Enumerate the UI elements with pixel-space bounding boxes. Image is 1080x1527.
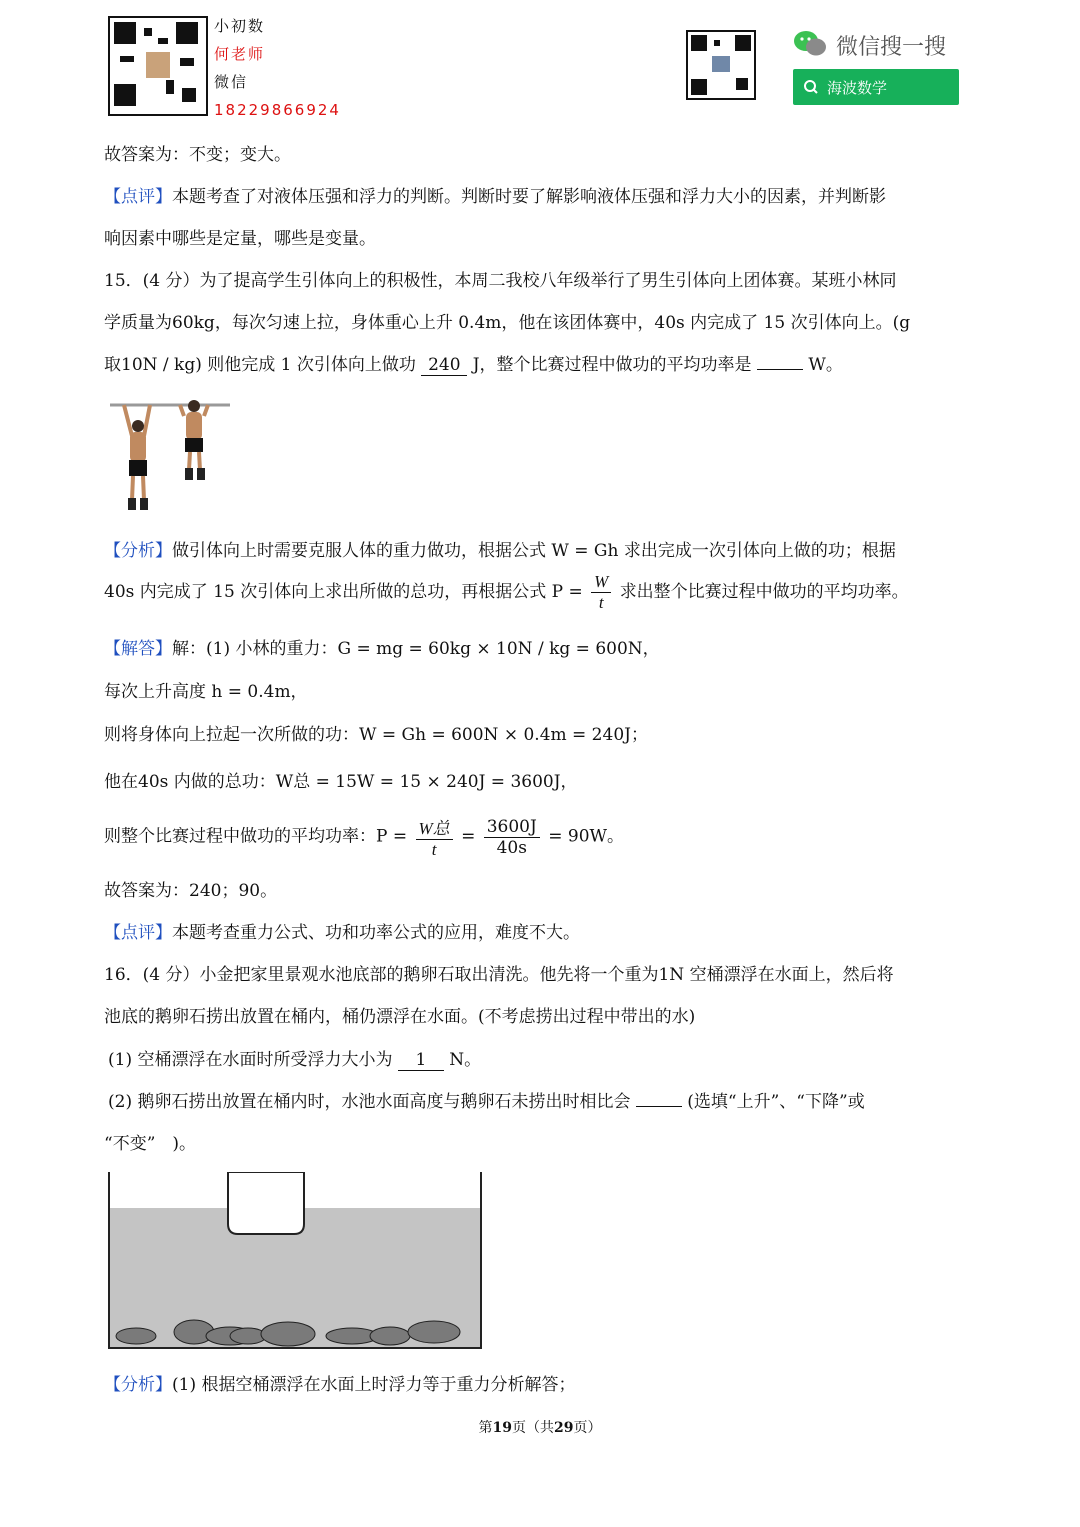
- analysis-15: [104, 536, 896, 561]
- solution-line-5-pre: 则整个比赛过程中做功的平均功率：P =: [104, 826, 408, 847]
- note-line-3: 微信: [214, 73, 249, 91]
- footer-post: 页）: [573, 1420, 602, 1436]
- fraction-denominator: t: [431, 840, 437, 859]
- solution-line-5: 则整个比赛过程中做功的平均功率：P = $\frac{\text{W总}}{t}$ = $\frac{3600J}{40s}$ = 90W。: [104, 814, 624, 860]
- fraction-numerator: W总: [416, 814, 453, 840]
- q16-part-2: [108, 1087, 865, 1112]
- q16-line-1: 16．(4 分）小金把家里景观水池底部的鹅卵石取出清洗。他先将一个重为1N 空桶漂浮在水面上，然后将: [104, 965, 894, 985]
- wechat-logo: [793, 30, 827, 63]
- avg-power-fraction-1: [416, 814, 453, 860]
- q16-line-2: 池底的鹅卵石捞出放置在桶内，桶仍漂浮在水面。(不考虑捞出过程中带出的水): [104, 1007, 696, 1027]
- wechat-search-label: 微信搜一搜: [836, 35, 947, 60]
- avg-power-fraction-2: [484, 817, 540, 858]
- note-line-2: 何老师: [214, 45, 266, 63]
- footer-mid: 页（共: [512, 1420, 554, 1436]
- q16-part-1-pre: (1) 空桶漂浮在水面时所受浮力大小为: [108, 1050, 393, 1070]
- solution-line-4: 他在40s 内做的总功：W总 = 15W = 15 × 240J = 3600J，: [104, 772, 578, 792]
- q16-part-2-pre: (2) 鹅卵石捞出放置在桶内时，水池水面高度与鹅卵石未捞出时相比会: [108, 1092, 631, 1112]
- solution-line-3: 则将身体向上拉起一次所做的功：W = Gh = 600N × 0.4m = 240J；: [104, 725, 648, 745]
- comment-tag: 【点评】: [104, 923, 172, 943]
- search-icon: [803, 79, 819, 95]
- analysis-15-post: 求出整个比赛过程中做功的平均功率。: [619, 582, 909, 602]
- analysis-tag: 【分析】: [104, 1375, 172, 1395]
- fraction-numerator: 3600J: [484, 817, 540, 838]
- power-fraction: [591, 572, 611, 613]
- pool-diagram: [108, 1172, 484, 1355]
- comment-15-text: 本题考查重力公式、功和功率公式的应用，难度不大。: [172, 923, 580, 943]
- analysis-tag: 【分析】: [104, 541, 172, 561]
- note-line-4: 18229866924: [214, 101, 341, 119]
- fraction-denominator: t: [598, 593, 604, 612]
- analysis-16: [104, 1370, 575, 1395]
- solution-line-2: 每次上升高度 h = 0.4m，: [104, 682, 308, 702]
- q16-answer-1: 1: [398, 1050, 444, 1071]
- comment-14: [104, 182, 886, 207]
- page-number: 19: [492, 1420, 512, 1436]
- fraction-numerator: W: [591, 572, 611, 593]
- q16-part-1-post: N。: [449, 1050, 482, 1070]
- footer-pre: 第: [478, 1420, 493, 1436]
- fraction-denominator: 40s: [496, 837, 527, 858]
- analysis-15-text: 做引体向上时需要克服人体的重力做功，根据公式 W = Gh 求出完成一次引体向上做的功；根据: [172, 541, 896, 561]
- q15-answer-1: 240: [421, 355, 467, 376]
- q16-part-2-cont: “不变” )。: [104, 1134, 197, 1154]
- comment-15: [104, 918, 580, 943]
- avatar: [146, 52, 170, 78]
- solution-tag: 【解答】: [104, 639, 172, 659]
- q15-answer-2: [757, 369, 803, 370]
- solution-line-1: 解：(1) 小林的重力：G = mg = 60kg × 10N / kg = 600N，: [172, 639, 660, 659]
- q15-line-1: 15．(4 分）为了提高学生引体向上的积极性，本周二我校八年级举行了男生引体向上团体赛。某班小林同: [104, 271, 897, 291]
- analysis-15-cont: [104, 572, 909, 613]
- q16-part-2-post: (选填“上升”、“下降”或: [687, 1092, 865, 1112]
- q15-line-2: 学质量为60kg，每次匀速上拉，身体重心上升 0.4m，他在该团体赛中，40s 内完成了 15 次引体向上。(g: [104, 313, 911, 333]
- q15-text-3: W。: [808, 355, 843, 375]
- comment-tag: 【点评】: [104, 187, 172, 207]
- q16-answer-2: [636, 1106, 682, 1107]
- wechat-icon: [793, 30, 827, 58]
- page-footer: [0, 1417, 1080, 1437]
- q15-text-1: 取10N / kg) 则他完成 1 次引体向上做功: [104, 355, 416, 375]
- analysis-16-text: (1) 根据空桶漂浮在水面上时浮力等于重力分析解答；: [172, 1375, 576, 1395]
- q16-part-1: [108, 1045, 481, 1071]
- search-button[interactable]: [793, 69, 959, 105]
- comment-14-cont: 响因素中哪些是定量，哪些是变量。: [104, 229, 376, 249]
- search-button-label: 海波数学: [827, 78, 888, 97]
- note-line-1: 小初数: [214, 17, 266, 35]
- comment-14-text: 本题考查了对液体压强和浮力的判断。判断时要了解影响液体压强和浮力大小的因素，并判断影: [172, 187, 886, 207]
- qr-code-right: [686, 30, 756, 100]
- total-pages: 29: [554, 1420, 574, 1436]
- answer-14: 故答案为：不变；变大。: [104, 145, 291, 165]
- solution-line-5-post: = 90W。: [548, 826, 624, 847]
- pullup-illustration: [110, 396, 235, 521]
- handwritten-note: [214, 12, 341, 124]
- qr-code-left: [108, 16, 208, 116]
- analysis-15-pre: 40s 内完成了 15 次引体向上求出所做的总功，再根据公式 P =: [104, 582, 583, 602]
- q15-line-3: [104, 350, 843, 376]
- answer-15: 故答案为：240；90。: [104, 881, 278, 901]
- q15-text-2: J，整个比赛过程中做功的平均功率是: [472, 355, 752, 375]
- solution-15: [104, 634, 660, 659]
